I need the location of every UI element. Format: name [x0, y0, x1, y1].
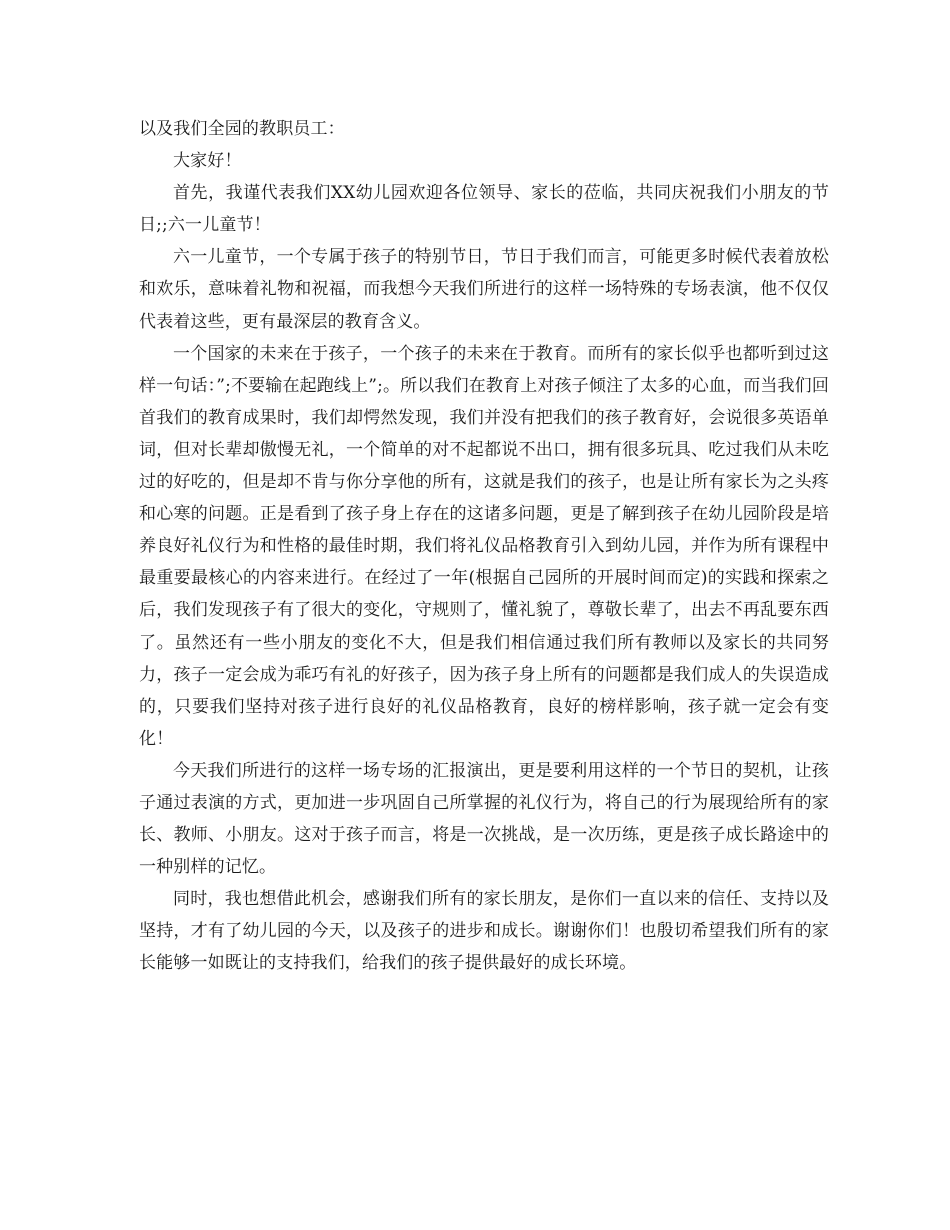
paragraph-education: 一个国家的未来在于孩子，一个孩子的未来在于教育。而所有的家长似乎也都听到过这样一句话：”;不要输在起跑线上”;。所以我们在教育上对孩子倾注了太多的心血，而当我们回首我们的教育成果时，我们却愕然发现，我们并没有把我们的孩子教育好，会说很多英语单词，但对长辈却傲慢无礼，一个简单的对不起都说不出口，拥有很多玩具、吃过我们从未吃过的好吃的，但是却不肯与你分享他的所有，这就是我们的孩子，也是让所有家长为之头疼和心寒的问题。正是看到了孩子身上存在的这诸多问题，更是了解到孩子在幼儿园阶段是培养良好礼仪行为和性格的最佳时期，我们将礼仪品格教育引入到幼儿园，并作为所有课程中最重要最核心的内容来进行。在经过了一年(根据自己园所的开展时间而定)的实践和探索之后，我们发现孩子有了很大的变化，守规则了，懂礼貌了，尊敬长辈了，出去不再乱要东西了。虽然还有一些小朋友的变化不大，但是我们相信通过我们所有教师以及家长的共同努力，孩子一定会成为乖巧有礼的好孩子，因为孩子身上所有的问题都是我们成人的失误造成的，只要我们坚持对孩子进行良好的礼仪品格教育，良好的榜样影响，孩子就一定会有变化！ — [139, 343, 829, 749]
paragraph-thanks: 同时，我也想借此机会，感谢我们所有的家长朋友，是你们一直以来的信任、支持以及坚持，才有了幼儿园的今天，以及孩子的进步和成长。谢谢你们！也殷切希望我们所有的家长能够一如既让的支持我们，给我们的孩子提供最好的成长环境。 — [139, 889, 829, 974]
paragraph-performance: 今天我们所进行的这样一场专场的汇报演出，更是要利用这样的一个节日的契机，让孩子通过表演的方式，更加进一步巩固自己所掌握的礼仪行为，将自己的行为展现给所有的家长、教师、小朋友。这对于孩子而言，将是一次挑战，是一次历练，更是孩子成长路途中的一种别样的记忆。 — [139, 760, 829, 878]
paragraph-childrens-day: 六一儿童节，一个专属于孩子的特别节日，节日于我们而言，可能更多时候代表着放松和欢乐，意味着礼物和祝福，而我想今天我们所进行的这样一场特殊的专场表演，他不仅仅代表着这些，更有最深层的教育含义。 — [139, 247, 829, 332]
paragraph-greeting: 大家好！ — [173, 151, 242, 172]
document-body — [139, 113, 829, 980]
paragraph-welcome: 首先，我谨代表我们XX幼儿园欢迎各位领导、家长的莅临，共同庆祝我们小朋友的节日;;六一儿童节！ — [139, 183, 829, 236]
paragraph-salutation-continued: 以及我们全园的教职员工： — [139, 119, 345, 139]
